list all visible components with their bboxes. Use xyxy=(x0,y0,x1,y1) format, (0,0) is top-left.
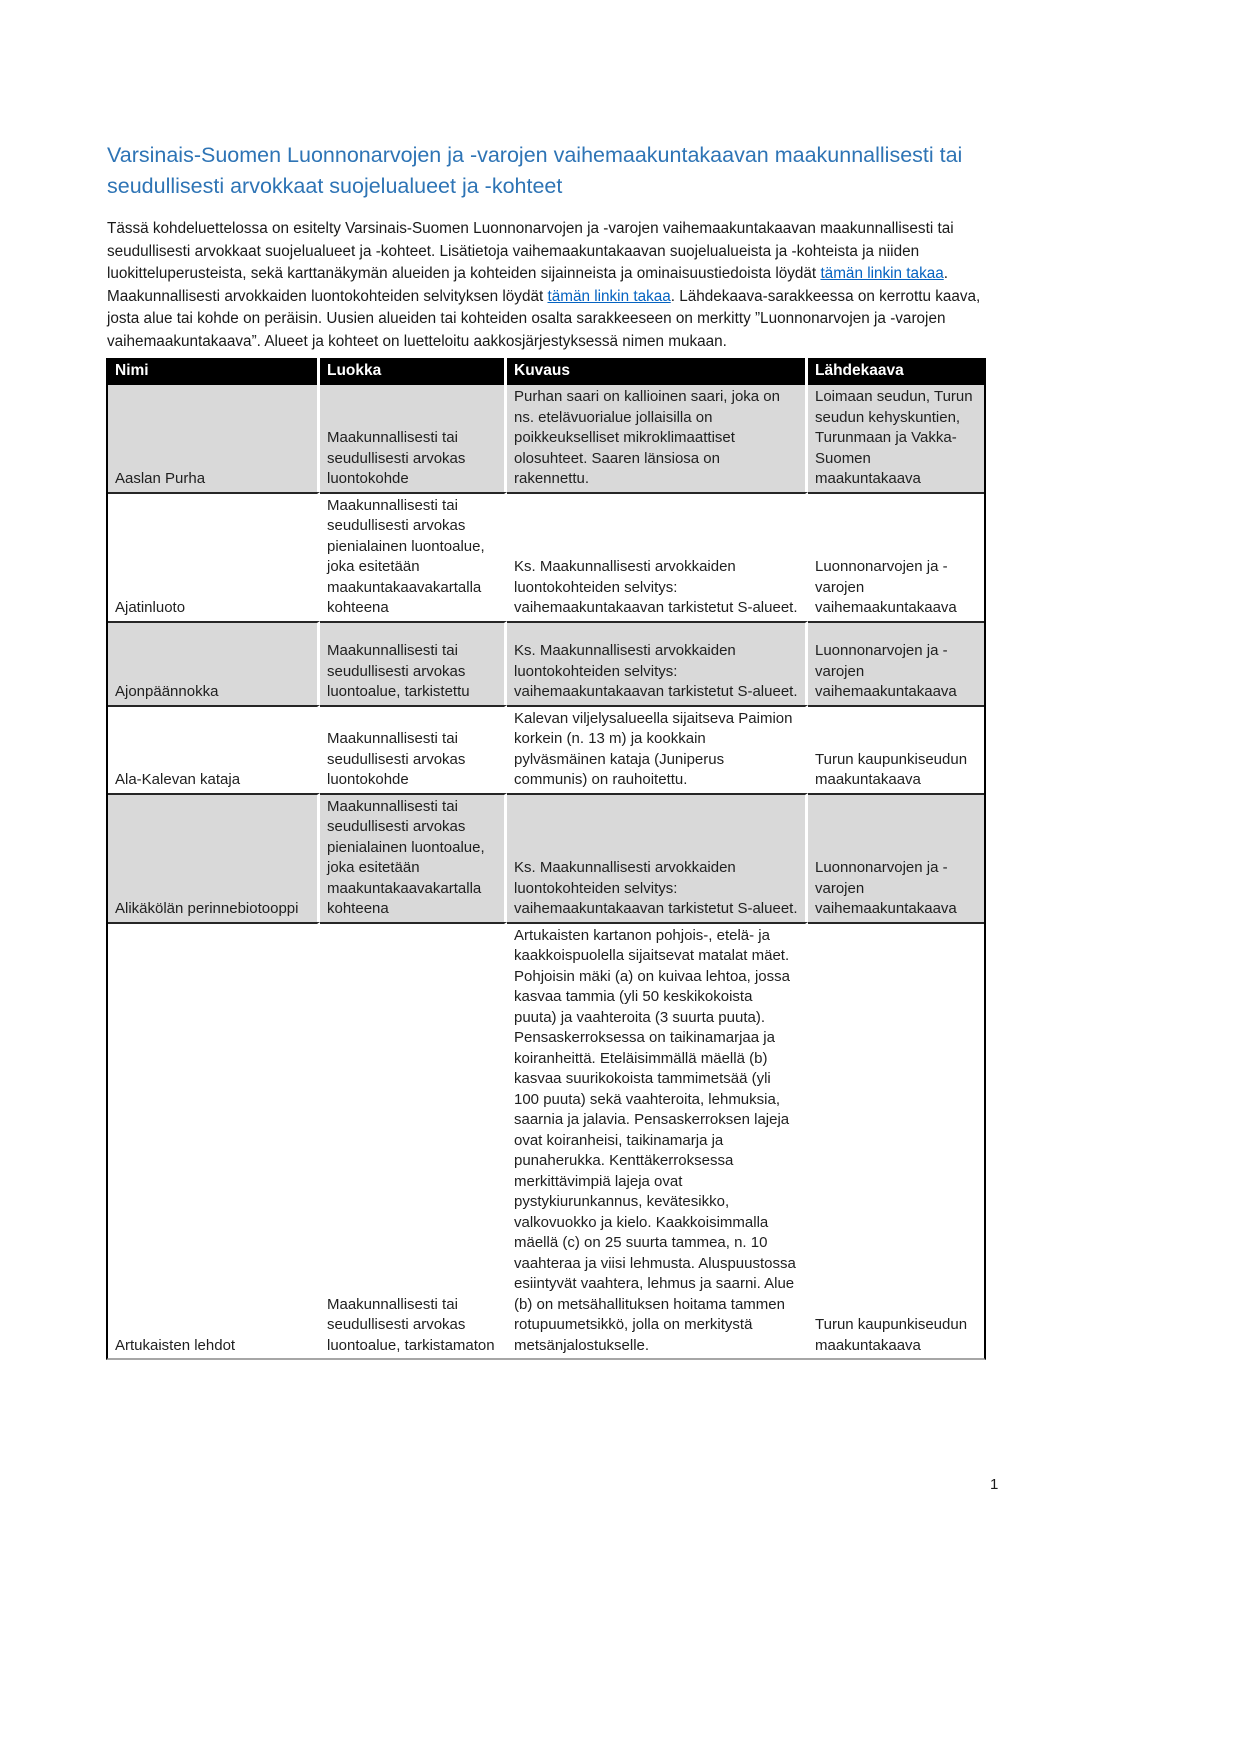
cell-nimi: Ajatinluoto xyxy=(108,492,320,621)
cell-lahdekaava: Loimaan seudun, Turun seudun kehyskuntien, Turunmaan ja Vakka-Suomen maakuntakaava xyxy=(808,385,984,492)
cell-lahdekaava: Luonnonarvojen ja -varojen vaihemaakuntakaava xyxy=(808,621,984,705)
map-view-link[interactable]: tämän linkin takaa xyxy=(820,265,944,283)
cell-nimi: Artukaisten lehdot xyxy=(108,922,320,1359)
cell-luokka: Maakunnallisesti tai seudullisesti arvokas luontokohde xyxy=(320,385,507,492)
intro-text-2: . Maakunnallisesti arvokkaiden luontokohteiden selvityksen löydät xyxy=(107,265,948,305)
intro-paragraph xyxy=(107,218,991,354)
cell-lahdekaava: Luonnonarvojen ja -varojen vaihemaakuntakaava xyxy=(808,793,984,922)
column-header-luokka: Luokka xyxy=(320,358,507,385)
table-row xyxy=(108,492,984,621)
table-row xyxy=(108,922,984,1359)
cell-lahdekaava: Turun kaupunkiseudun maakuntakaava xyxy=(808,922,984,1359)
cell-luokka: Maakunnallisesti tai seudullisesti arvokas luontokohde xyxy=(320,705,507,793)
cell-luokka: Maakunnallisesti tai seudullisesti arvokas pienialainen luontoalue, joka esitetään maakuntakaavakartalla kohteena xyxy=(320,492,507,621)
cell-kuvaus: Purhan saari on kallioinen saari, joka on ns. etelävuorialue jollaisilla on poikkeukselliset mikroklimaattiset olosuhteet. Saaren länsiosa on rakennettu. xyxy=(507,385,808,492)
cell-lahdekaava: Luonnonarvojen ja -varojen vaihemaakuntakaava xyxy=(808,492,984,621)
intro-text-1: Tässä kohdeluettelossa on esitelty Varsinais-Suomen Luonnonarvojen ja -varojen vaihemaakuntakaavan maakunnallisesti tai seudullisesti arvokkaat suojelualueet ja -kohteet. Lisätietoja vaihemaakuntakaavan suojelualueista ja -kohteista ja niiden luokitteluperusteista, sekä karttanäkymän alueiden ja kohteiden sijainneista ja ominaisuustiedoista löydät xyxy=(107,220,954,283)
cell-kuvaus: Artukaisten kartanon pohjois-, etelä- ja kaakkoispuolella sijaitsevat matalat mäet. Pohjoisin mäki (a) on kuivaa lehtoa, jossa kasvaa tammia (yli 50 keskikokoista puuta) ja vaahteroita (3 suurta puuta). Pensaskerroksessa on taikinamarjaa ja koiranheittä. Eteläisimmällä mäellä (b) kasvaa suurikokoista tammimetsää (yli 100 puuta) sekä vaahteroita, lehmuksia, saarnia ja jalavia. Pensaskerroksen lajeja ovat koiranheisi, taikinamarja ja punaherukka. Kenttäkerroksessa merkittävimpiä lajeja ovat pystykiurunkannus, kevätesikko, valkovuokko ja kielo. Kaakkoisimmalla mäellä (c) on 25 suurta tammea, n. 10 vaahteraa ja viisi lehmusta. Aluspuustossa esiintyvät vaahtera, lehmus ja saarni. Alue (b) on metsähallituksen hoitama tammen rotupuumetsikkö, jolla on merkitystä metsänjalostukselle. xyxy=(507,922,808,1359)
survey-link[interactable]: tämän linkin takaa xyxy=(547,287,671,305)
page-number: 1 xyxy=(990,1476,999,1493)
cell-lahdekaava: Turun kaupunkiseudun maakuntakaava xyxy=(808,705,984,793)
cell-luokka: Maakunnallisesti tai seudullisesti arvokas luontoalue, tarkistettu xyxy=(320,621,507,705)
sites-table xyxy=(108,358,984,1358)
sites-table-container xyxy=(106,358,986,1360)
column-header-lahdekaava: Lähdekaava xyxy=(808,358,984,385)
column-header-nimi: Nimi xyxy=(108,358,320,385)
cell-kuvaus: Kalevan viljelysalueella sijaitseva Paimion korkein (n. 13 m) ja kookkain pylväsmäinen kataja (Juniperus communis) on rauhoitettu. xyxy=(507,705,808,793)
cell-luokka: Maakunnallisesti tai seudullisesti arvokas luontoalue, tarkistamaton xyxy=(320,922,507,1359)
cell-nimi: Ala-Kalevan kataja xyxy=(108,705,320,793)
table-row xyxy=(108,621,984,705)
intro-text-3: . Lähdekaava-sarakkeessa on kerrottu kaava, josta alue tai kohde on peräisin. Uusien alueiden tai kohteiden osalta sarakkeeseen on merkitty ”Luonnonarvojen ja -varojen vaihemaakuntakaava”. Alueet ja kohteet on luetteloitu aakkosjärjestyksessä nimen mukaan. xyxy=(107,287,981,350)
column-header-kuvaus: Kuvaus xyxy=(507,358,808,385)
cell-nimi: Alikäkölän perinnebiotooppi xyxy=(108,793,320,922)
table-row xyxy=(108,385,984,492)
cell-nimi: Aaslan Purha xyxy=(108,385,320,492)
page-title: Varsinais-Suomen Luonnonarvojen ja -varojen vaihemaakuntakaavan maakunnallisesti tai seudullisesti arvokkaat suojelualueet ja -kohteet xyxy=(107,143,963,198)
cell-kuvaus: Ks. Maakunnallisesti arvokkaiden luontokohteiden selvitys: vaihemaakuntakaavan tarkistetut S-alueet. xyxy=(507,492,808,621)
cell-nimi: Ajonpäännokka xyxy=(108,621,320,705)
cell-kuvaus: Ks. Maakunnallisesti arvokkaiden luontokohteiden selvitys: vaihemaakuntakaavan tarkistetut S-alueet. xyxy=(507,793,808,922)
table-header-row xyxy=(108,358,984,385)
table-row xyxy=(108,705,984,793)
cell-kuvaus: Ks. Maakunnallisesti arvokkaiden luontokohteiden selvitys: vaihemaakuntakaavan tarkistetut S-alueet. xyxy=(507,621,808,705)
cell-luokka: Maakunnallisesti tai seudullisesti arvokas pienialainen luontoalue, joka esitetään maakuntakaavakartalla kohteena xyxy=(320,793,507,922)
table-row xyxy=(108,793,984,922)
